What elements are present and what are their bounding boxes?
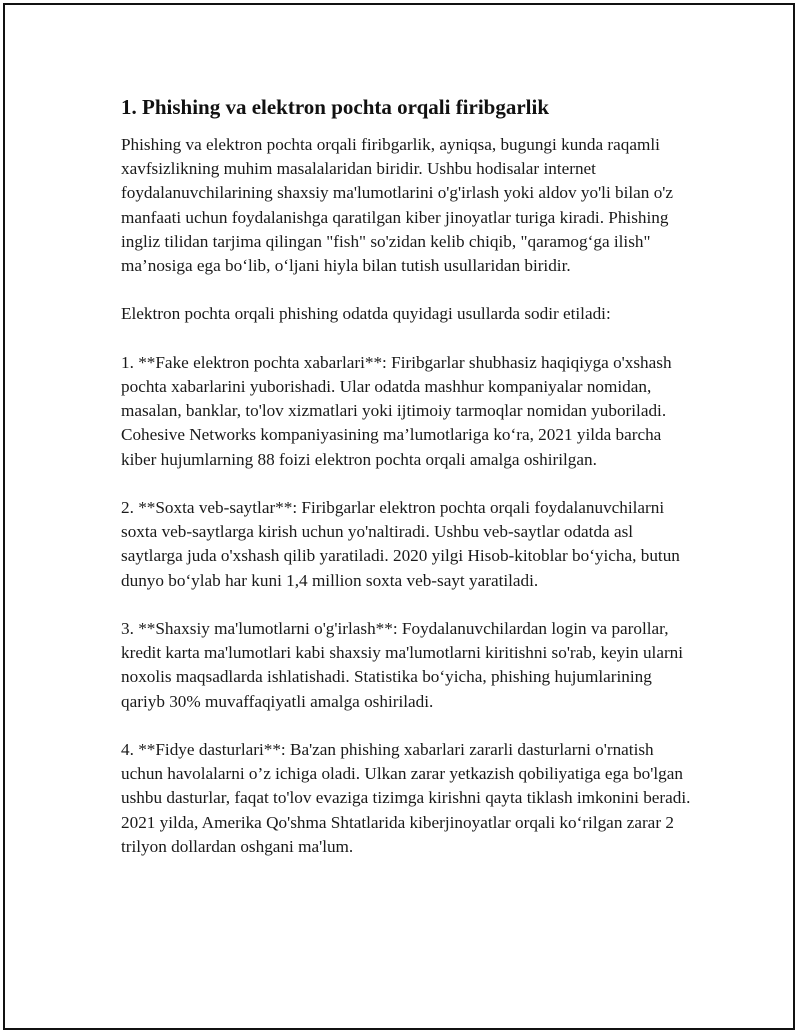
document-body <box>121 93 691 883</box>
section-heading: 1. Phishing va elektron pochta orqali firibgarlik <box>121 95 550 119</box>
paragraph-methods-lead: Elektron pochta orqali phishing odatda quyidagi usullarda sodir etiladi: <box>121 304 611 324</box>
paragraph-data-theft: 3. **Shaxsiy ma'lumotlarni o'g'irlash**: Foydalanuvchilardan login va parollar, kredit karta ma'lumotlari kabi shaxsiy ma'lumotlarni kiritishni so'rab, keyin ularni noxolis maqsadlarda ishlatishadi. Statistika bo‘yicha, phishing hujumlarining qariyb 30% muvaffaqiyatli amalga oshiriladi. <box>121 619 684 711</box>
paragraph-fake-websites: 2. **Soxta veb-saytlar**: Firibgarlar elektron pochta orqali foydalanuvchilarni soxta veb-saytlarga kirish uchun yo'naltiradi. Ushbu veb-saytlar odatda asl saytlarga juda o'xshash qilib yaratiladi. 2020 yilgi Hisob-kitoblar bo‘yicha, butun dunyo bo‘ylab har kuni 1,4 million soxta veb-sayt yaratiladi. <box>121 498 680 590</box>
paragraph-ransomware: 4. **Fidye dasturlari**: Ba'zan phishing xabarlari zararli dasturlarni o'rnatish uchun havolalarni o’z ichiga oladi. Ulkan zarar yetkazish qobiliyatiga ega bo'lgan ushbu dasturlar, faqat to'lov evaziga tizimga kirishni qayta tiklash imkonini beradi. 2021 yilda, Amerika Qo'shma Shtatlarida kiberjinoyatlar orqali ko‘rilgan zarar 2 trilyon dollardan oshgani ma'lum. <box>121 740 691 856</box>
paragraph-fake-emails: 1. **Fake elektron pochta xabarlari**: Firibgarlar shubhasiz haqiqiyga o'xshash pochta xabarlarini yuborishadi. Ular odatda mashhur kompaniyalar nomidan, masalan, banklar, to'lov xizmatlari yoki ijtimoiy tarmoqlar nomidan yuboriladi. Cohesive Networks kompaniyasining ma’lumotlariga ko‘ra, 2021 yilda barcha kiber hujumlarning 88 foizi elektron pochta orqali amalga oshirilgan. <box>121 352 672 469</box>
paragraph-intro: Phishing va elektron pochta orqali firibgarlik, ayniqsa, bugungi kunda raqamli xavfsizlikning muhim masalalaridan biridir. Ushbu hodisalar internet foydalanuvchilarining shaxsiy ma'lumotlarini o'g'irlash yoki aldov yo'li bilan o'z manfaati uchun foydalanishga qaratilgan kiber jinoyatlar turiga kiradi. Phishing ingliz tilidan tarjima qilingan "fish" so'zidan kelib chiqib, "qaramog‘ga ilish" ma’nosiga ega bo‘lib, o‘ljani hiyla bilan tutish usullaridan biridir. <box>121 135 674 276</box>
page-frame <box>3 3 795 1030</box>
